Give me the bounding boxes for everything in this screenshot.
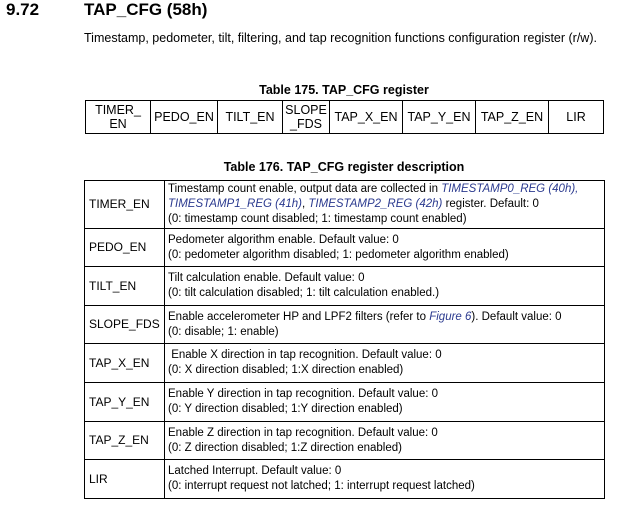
table-row — [85, 383, 605, 422]
table-row — [85, 267, 605, 306]
field-description — [165, 383, 605, 422]
register-bit-row — [86, 101, 604, 134]
desc-values: (0: interrupt request not latched; 1: interrupt request latched) — [168, 480, 475, 492]
field-description — [165, 344, 605, 383]
table-row — [85, 422, 605, 460]
table-row — [85, 460, 605, 499]
desc-text: Latched Interrupt. Default value: 0 — [168, 465, 342, 477]
desc-text: ). Default value: 0 — [471, 310, 562, 323]
table-row — [85, 229, 605, 267]
section-description: Timestamp, pedometer, tilt, filtering, and tap recognition functions configuration register (r/w). — [84, 31, 597, 45]
field-name: TILT_EN — [85, 267, 165, 306]
register-bit-table — [85, 100, 604, 134]
desc-text: Pedometer algorithm enable. Default value: 0 — [168, 233, 399, 246]
register-link[interactable]: TIMESTAMP1_REG (41h) — [168, 198, 302, 210]
register-link[interactable]: TIMESTAMP0_REG (40h), — [441, 183, 579, 195]
bit-cell-lir: LIR — [549, 101, 604, 134]
field-description — [165, 229, 605, 267]
field-name: TAP_Y_EN — [85, 383, 165, 422]
desc-text: Enable Z direction in tap recognition. Default value: 0 — [168, 426, 438, 439]
field-name: PEDO_EN — [85, 229, 165, 267]
desc-text: Enable accelerometer HP and LPF2 filters (refer to — [168, 310, 430, 323]
figure-link[interactable]: Figure 6 — [429, 310, 472, 323]
register-description-table — [84, 180, 605, 499]
bit-cell-timer-en: TIMER_ EN — [86, 101, 151, 134]
field-description — [165, 181, 605, 229]
register-link[interactable]: TIMESTAMP2_REG (42h) — [308, 198, 443, 210]
bit-cell-tap-x-en: TAP_X_EN — [330, 101, 403, 134]
bit-cell-tap-y-en: TAP_Y_EN — [403, 101, 476, 134]
desc-values: (0: tilt calculation disabled; 1: tilt calculation enabled.) — [168, 287, 440, 299]
bit-cell-tilt-en: TILT_EN — [218, 101, 283, 134]
bit-cell-slope-fds: SLOPE _FDS — [283, 101, 330, 134]
desc-text: Tilt calculation enable. Default value: 0 — [168, 272, 365, 284]
desc-text: register. Default: 0 — [442, 198, 539, 210]
field-description — [165, 267, 605, 306]
desc-values: (0: pedometer algorithm disabled; 1: pedometer algorithm enabled) — [168, 248, 509, 261]
desc-text: Enable Y direction in tap recognition. Default value: 0 — [168, 388, 439, 400]
table-176-caption: Table 176. TAP_CFG register description — [223, 160, 465, 174]
desc-text: Enable X direction in tap recognition. Default value: 0 — [168, 349, 442, 361]
desc-values: (0: Y direction disabled; 1:Y direction enabled) — [168, 403, 403, 415]
desc-text: Timestamp count enable, output data are collected in — [168, 183, 442, 195]
field-name: LIR — [85, 460, 165, 499]
desc-values: (0: Z direction disabled; 1:Z direction enabled) — [168, 441, 402, 454]
desc-values: (0: X direction disabled; 1:X direction enabled) — [168, 364, 404, 376]
field-name: TIMER_EN — [85, 181, 165, 229]
desc-values: (0: timestamp count disabled; 1: timestamp count enabled) — [168, 213, 467, 225]
table-row — [85, 344, 605, 383]
section-title: TAP_CFG (58h) — [84, 0, 208, 19]
table-row — [85, 306, 605, 344]
field-description — [165, 306, 605, 344]
field-name: SLOPE_FDS — [85, 306, 165, 344]
field-description — [165, 422, 605, 460]
section-number: 9.72 — [6, 0, 40, 19]
table-row — [85, 181, 605, 229]
bit-cell-tap-z-en: TAP_Z_EN — [476, 101, 549, 134]
desc-text: , — [302, 198, 309, 210]
desc-values: (0: disable; 1: enable) — [168, 325, 279, 338]
field-description — [165, 460, 605, 499]
table-175-caption: Table 175. TAP_CFG register — [259, 83, 429, 97]
bit-cell-pedo-en: PEDO_EN — [151, 101, 218, 134]
field-name: TAP_Z_EN — [85, 422, 165, 460]
field-name: TAP_X_EN — [85, 344, 165, 383]
